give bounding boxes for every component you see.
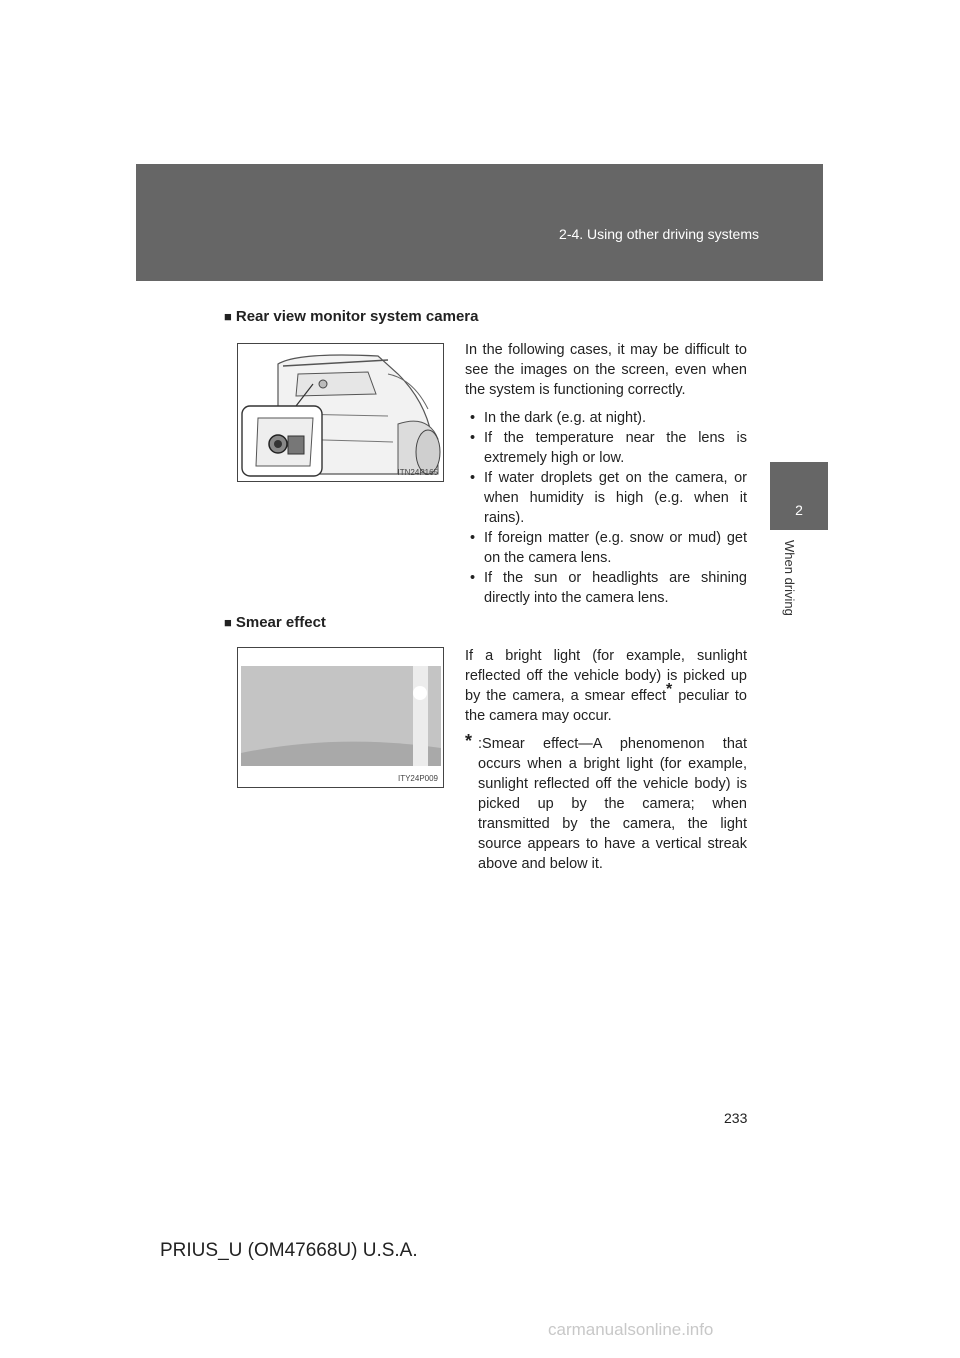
chapter-number: 2 <box>795 502 803 518</box>
list-item: • If the temperature near the lens is extremely high or low. <box>470 430 747 466</box>
section-title: 2-4. Using other driving systems <box>559 226 759 242</box>
figure-id: ITY24P009 <box>397 774 438 783</box>
footnote-asterisk: * <box>465 731 473 751</box>
list-item: • If the sun or headlights are shining directly into the camera lens. <box>470 570 747 606</box>
smear-effect-heading <box>224 614 326 631</box>
chapter-tab <box>770 462 828 530</box>
heading-marker: ■ <box>224 615 232 630</box>
heading-text: Smear effect <box>235 614 326 631</box>
footer-model: PRIUS_U (OM47668U) U.S.A. <box>160 1240 418 1261</box>
list-item: • If foreign matter (e.g. snow or mud) get on the camera lens. <box>470 530 747 566</box>
header-band <box>136 164 823 281</box>
heading-text: Rear view monitor system camera <box>235 308 479 325</box>
heading-marker: ■ <box>224 309 232 324</box>
rear-camera-figure <box>237 343 444 482</box>
smear-effect-text <box>465 646 747 874</box>
footnote-text: :Smear effect—A phenomenon that occurs when a bright light (for example, sunlight reflected off the vehicle body) is picked up by the camera; when transmitted by the camera, the light source appears to have a vertical streak above and below it. <box>478 736 747 872</box>
smear-effect-illustration <box>238 648 443 787</box>
rear-camera-illustration <box>238 344 443 481</box>
rear-camera-heading <box>224 308 478 325</box>
rear-camera-text <box>465 340 747 608</box>
smear-footnote <box>465 731 747 874</box>
smear-effect-figure <box>237 647 444 788</box>
watermark: carmanualsonline.info <box>548 1320 714 1339</box>
chapter-label: When driving <box>782 540 797 616</box>
conditions-list <box>465 408 747 608</box>
smear-paragraph: If a bright light (for example, sunlight reflected off the vehicle body) is picked up by the camera, a smear effect* peculiar to the camera may occur. <box>465 648 747 724</box>
figure-id: ITN24P165 <box>397 468 438 477</box>
list-item: • In the dark (e.g. at night). <box>470 410 647 426</box>
page-number: 233 <box>724 1110 748 1126</box>
list-item: • If water droplets get on the camera, or when humidity is high (e.g. when it rains). <box>470 470 747 526</box>
intro-paragraph: In the following cases, it may be difficult to see the images on the screen, even when the system is functioning correctly. <box>465 342 747 398</box>
